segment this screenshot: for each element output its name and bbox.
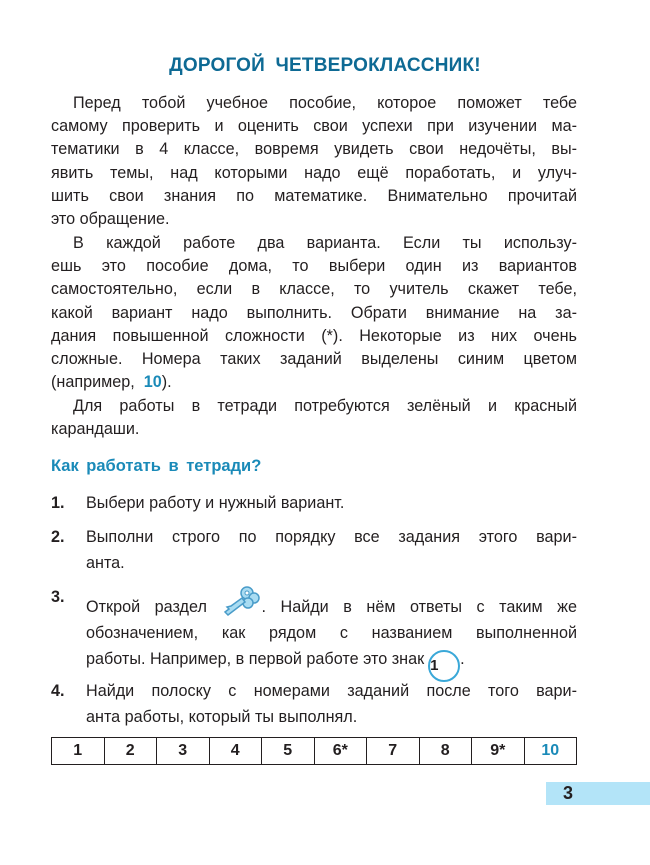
- step-number: 4.: [51, 682, 65, 700]
- text-line: Для работы в тетради потребуются зелёный и красный: [73, 397, 577, 415]
- text-line: шить свои знания по математике. Внимательно прочитай: [51, 186, 577, 205]
- task-cell: 8: [420, 738, 473, 764]
- text-line: самому проверить и оценить свои успехи при изучении ма-: [51, 117, 577, 136]
- intro-paragraph: [51, 92, 577, 231]
- step-text: работы. Например, в первой работе это знак 1 .: [86, 646, 577, 682]
- section-subheading: Как работать в тетради?: [51, 457, 262, 475]
- task-cell-hard: 10: [541, 742, 560, 759]
- task-cell: 9*: [472, 738, 525, 764]
- step-text: Выполни строго по порядку все задания этого вари-: [86, 528, 577, 546]
- page-title: ДОРОГОЙ ЧЕТВЕРОКЛАССНИК!: [169, 55, 481, 76]
- text-line: Перед тобой учебное пособие, которое поможет тебе: [73, 94, 577, 112]
- text-line: дания повышенной сложности (*). Некоторые из них очень: [51, 326, 577, 345]
- step-text: Открой раздел . Найди в нём ответы с таким же: [86, 584, 577, 620]
- task-number-strip: [51, 737, 577, 765]
- text-line: В каждой работе два варианта. Если ты использу-: [73, 234, 577, 252]
- text-line: явить темы, над которыми надо ещё поработать, и улуч-: [51, 163, 577, 182]
- step-text: анта.: [86, 554, 125, 572]
- text-line: ешь это пособие дома, то выбери один из вариантов: [51, 257, 577, 276]
- text-line: карандаши.: [51, 420, 140, 439]
- text-line: какой вариант надо выполнить. Обрати внимание на за-: [51, 303, 577, 322]
- text-line: сложные. Номера таких заданий выделены синим цветом: [51, 350, 577, 369]
- step-text: Выбери работу и нужный вариант.: [86, 494, 345, 512]
- step-text: обозначением, как рядом с названием выполненной: [86, 624, 577, 642]
- text-line: самостоятельно, если в классе, то учитель скажет тебе,: [51, 280, 577, 299]
- text-line: тематики в 4 классе, вовремя увидеть свои недочёты, вы-: [51, 140, 577, 159]
- text-line: (например, 10).: [51, 373, 172, 392]
- step-number: 3.: [51, 588, 65, 606]
- text-line: это обращение.: [51, 210, 170, 229]
- step-text: Найди полоску с номерами заданий после того вари-: [86, 682, 577, 700]
- task-cell: 6*: [315, 738, 368, 764]
- page-number: 3: [563, 783, 574, 803]
- step-text: анта работы, который ты выполнял.: [86, 708, 358, 726]
- task-cell: 5: [262, 738, 315, 764]
- pencils-paragraph: [51, 395, 577, 441]
- task-cell: 4: [210, 738, 263, 764]
- key-icon: [221, 584, 261, 618]
- page-number-bar: [546, 782, 650, 805]
- step-number: 1.: [51, 494, 65, 512]
- step-number: 2.: [51, 528, 65, 546]
- task-cell: 1: [52, 738, 105, 764]
- variants-paragraph: [51, 232, 577, 394]
- task-cell: 7: [367, 738, 420, 764]
- blue-number-example: 10: [143, 373, 162, 392]
- task-cell: 3: [157, 738, 210, 764]
- task-cell: 2: [105, 738, 158, 764]
- work-number-badge: 1: [428, 650, 460, 682]
